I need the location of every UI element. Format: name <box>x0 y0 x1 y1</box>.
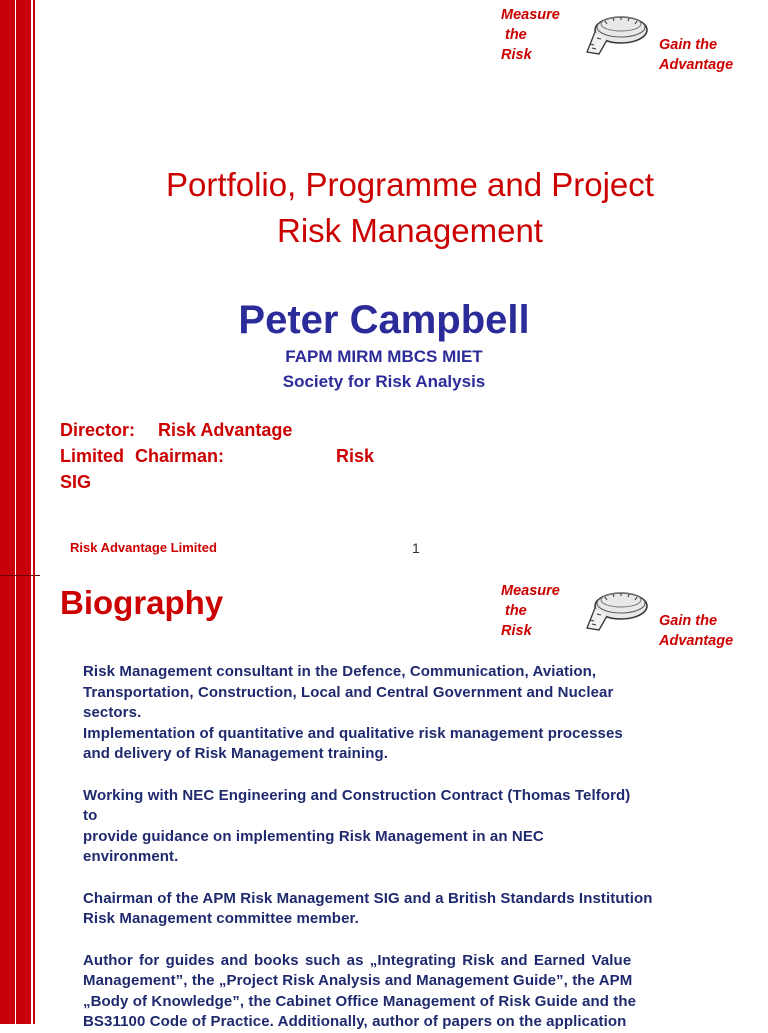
role-line3: SIG <box>60 472 92 492</box>
chairman-label: Chairman: <box>135 446 225 466</box>
bio-line: Management”, the „Project Risk Analysis and Management Guide”, the APM <box>83 972 633 989</box>
tag-measure-text: Measure <box>501 7 560 23</box>
tag-advantage-text: Advantage <box>659 633 734 649</box>
director-org: Risk Advantage <box>158 420 293 440</box>
credentials: FAPM MIRM MBCS MIET <box>285 347 483 366</box>
society: Society for Risk Analysis <box>282 372 486 391</box>
tag-gain-text: Gain the <box>659 613 718 629</box>
role-line2-a: Limited <box>60 446 125 466</box>
bio-line: Implementation of quantitative and qualitative risk management processes <box>83 724 623 742</box>
tag-the-text: the <box>505 27 527 43</box>
roles-block <box>60 417 390 495</box>
director-label: Director: <box>60 420 136 440</box>
tag-risk-text: Risk <box>501 47 532 63</box>
biography-heading: Biography <box>60 584 224 621</box>
bio-line: Working with NEC Engineering and Construction Contract (Thomas Telford) <box>83 786 631 804</box>
bio-line: sectors. <box>83 704 142 721</box>
biography-body <box>83 662 723 1033</box>
header-tag-measure-2 <box>501 581 560 641</box>
header-tag-gain-2 <box>659 611 733 651</box>
measuring-tape-icon <box>585 584 655 639</box>
presenter-name: Peter Campbell <box>238 298 530 342</box>
slide1-title <box>60 162 760 254</box>
bio-line: to <box>83 807 98 824</box>
header-tag-gain <box>659 35 733 75</box>
bio-line: environment. <box>83 848 179 865</box>
bio-line: Chairman of the APM Risk Management SIG and a British Standards Institution <box>83 889 653 907</box>
tag-the-text: the <box>505 603 527 619</box>
measuring-tape-icon <box>585 8 655 63</box>
bio-line: and delivery of Risk Management training. <box>83 745 389 762</box>
bio-line: BS31100 Code of Practice. Additionally, author of papers on the application <box>83 1013 627 1030</box>
title-line-1: Portfolio, Programme and Project <box>166 166 654 203</box>
bio-line: Author for guides and books such as „Integrating Risk and Earned Value <box>83 951 632 969</box>
tag-advantage-text: Advantage <box>659 57 734 73</box>
tag-gain-text: Gain the <box>659 37 718 53</box>
header-tag-measure <box>501 5 560 65</box>
bio-line: Transportation, Construction, Local and Central Government and Nuclear <box>83 683 614 701</box>
role-line2-b: Risk <box>335 446 374 466</box>
left-border-bar <box>0 0 15 1024</box>
footer-company: Risk Advantage Limited <box>70 540 217 555</box>
footer-page-number: 1 <box>412 540 420 556</box>
tag-risk-text: Risk <box>501 623 532 639</box>
bio-line: „Body of Knowledge”, the Cabinet Office Management of Risk Guide and the <box>83 992 637 1010</box>
title-line-2: Risk Management <box>277 212 543 249</box>
bio-line: Risk Management consultant in the Defence, Communication, Aviation, <box>83 663 597 680</box>
bio-line: provide guidance on implementing Risk Management in an NEC <box>83 827 544 845</box>
bio-line: Risk Management committee member. <box>83 910 359 927</box>
left-border-line <box>33 0 35 1024</box>
tag-measure-text: Measure <box>501 583 560 599</box>
slide-divider <box>0 575 40 576</box>
left-border-bar-inner <box>16 0 31 1024</box>
